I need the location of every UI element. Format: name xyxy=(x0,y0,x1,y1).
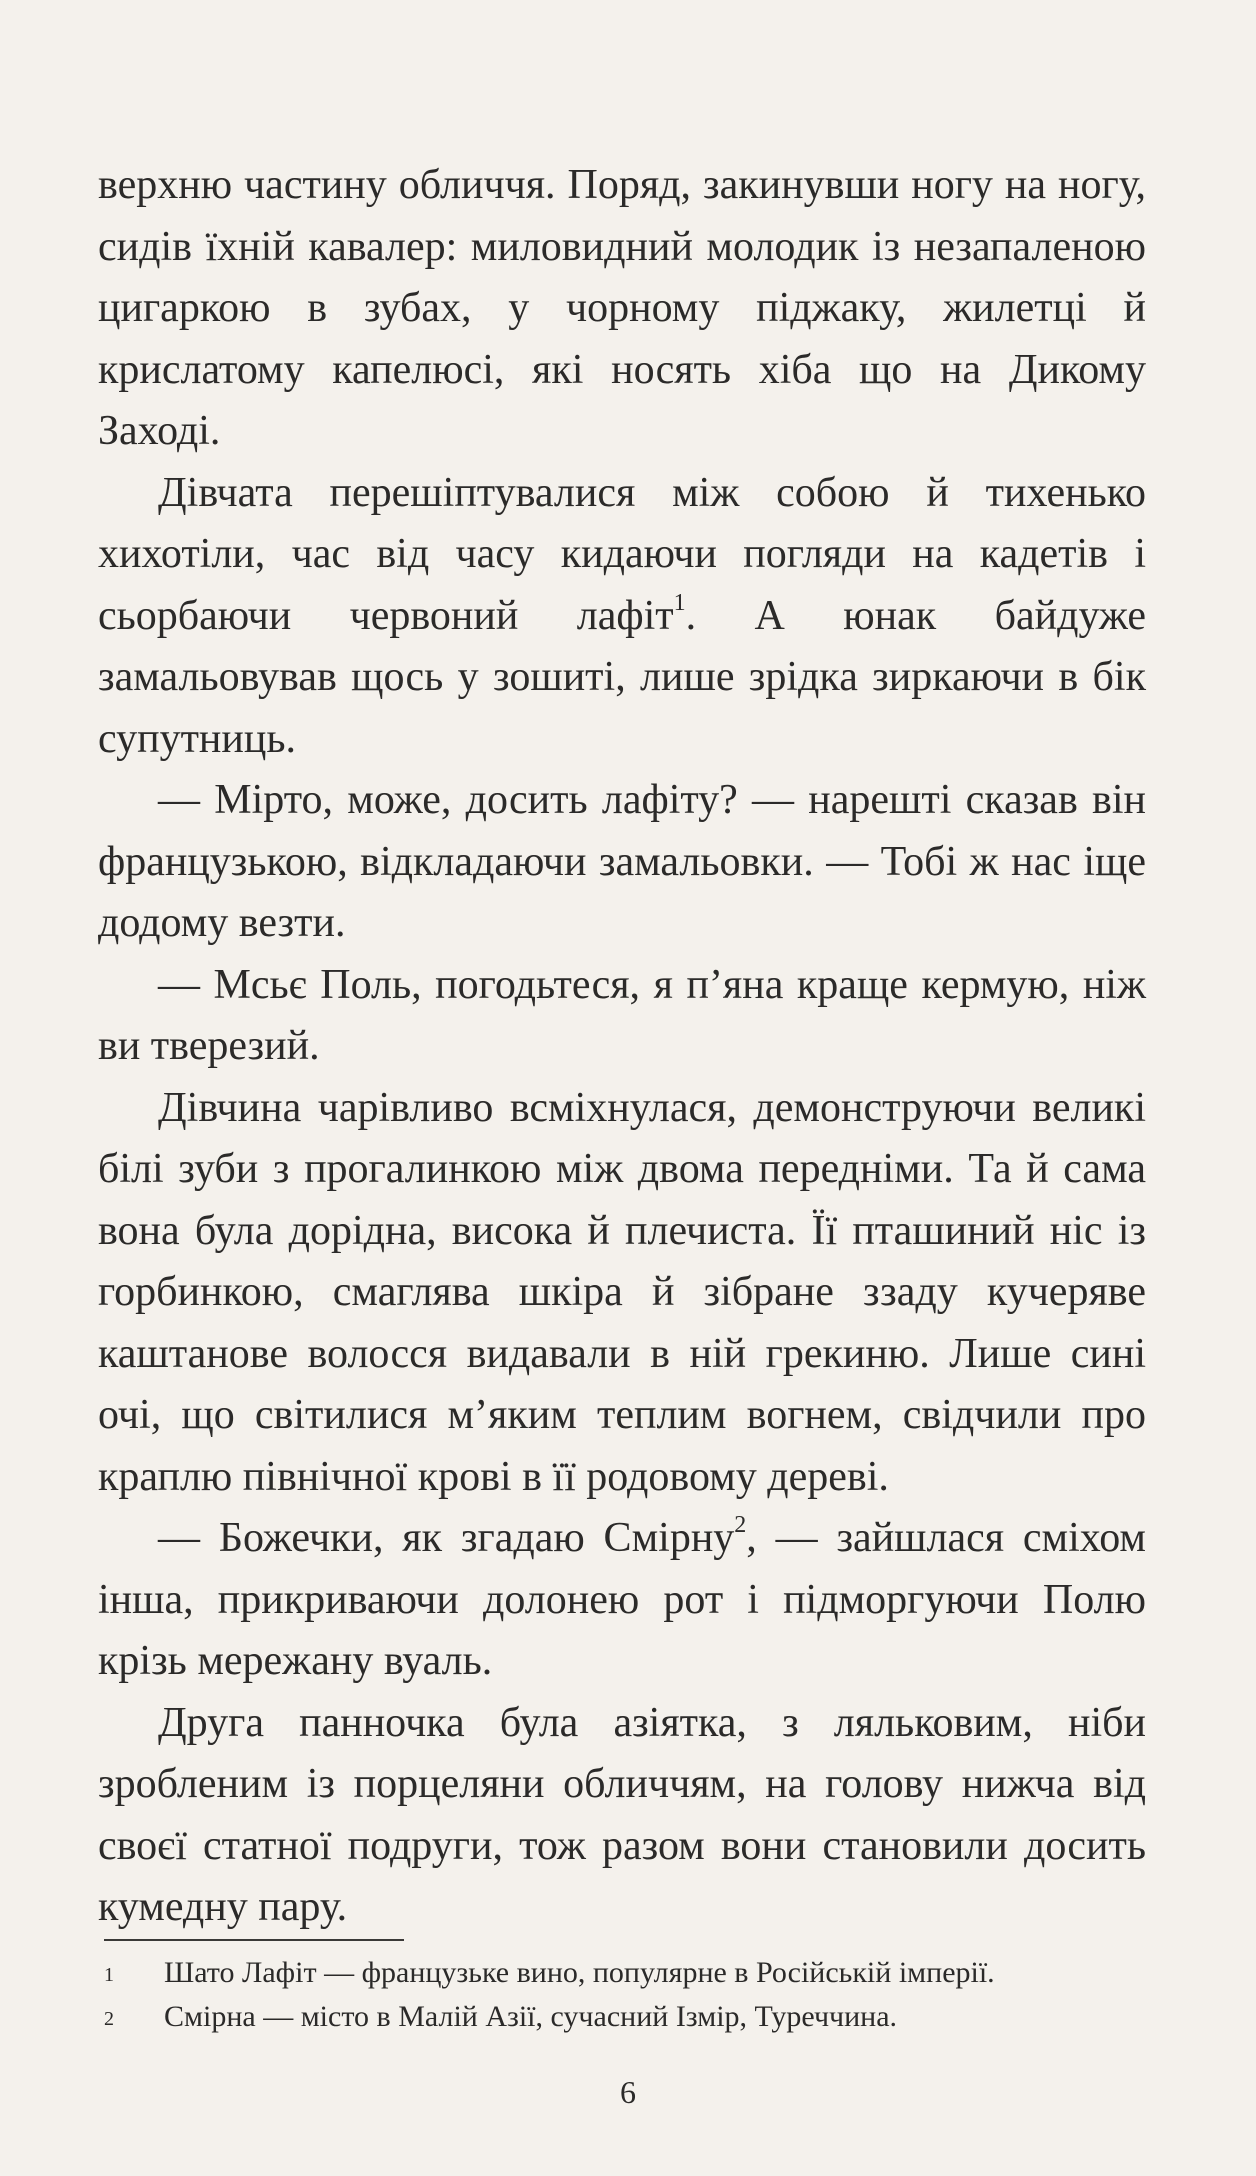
paragraph xyxy=(98,1508,1146,1693)
footnote-number: 1 xyxy=(104,1964,114,1986)
paragraph-text: — Божечки, як згадаю Смірну xyxy=(158,1515,735,1561)
footnote-text: Смірна — місто в Малій Азії, сучасний Ізмір, Туреччина. xyxy=(164,2000,898,2033)
paragraph-text: , — зайшлася сміхом інша, прикриваючи долонею рот і підморгуючи Полю крізь мережану вуаль. xyxy=(98,1515,1146,1684)
body-text xyxy=(98,155,1146,1939)
paragraph-text: . А юнак байдуже замальовував щось у зошиті, лише зрідка зиркаючи в бік супутниць. xyxy=(98,592,1147,762)
footnotes xyxy=(104,1952,1164,2040)
paragraph: Друга панночка була азіятка, з ляльковим, ніби зробленим із порцеляни обличчям, на голову нижча від своєї статної подруги, тож разом вони становили досить кумедну пару. xyxy=(98,1699,1146,1930)
paragraph: — Мсьє Поль, погодьтеся, я п’яна краще кермую, ніж ви тверезий. xyxy=(98,961,1146,1069)
paragraph xyxy=(98,463,1146,771)
page-number: 6 xyxy=(620,2074,636,2110)
footnote xyxy=(104,1996,1164,2040)
paragraph: — Мірто, може, досить лафіту? — нарешті сказав він французькою, відкладаючи замальовки. — Тобі ж нас іще додому везти. xyxy=(98,777,1146,946)
footnote xyxy=(104,1952,1164,1996)
footnote-text: Шато Лафіт — французьке вино, популярне в Російській імперії. xyxy=(164,1956,995,1989)
footnote-ref: 2 xyxy=(734,1512,747,1538)
footnote-divider xyxy=(104,1939,404,1941)
paragraph: Дівчина чарівливо всміхнулася, демонструючи великі білі зуби з прогалинкою між двома передніми. Та й сама вона була дорідна, висока й плечиста. Її пташиний ніс із горбинкою, смаглява шкіра й зібране ззаду кучеряве каштанове волосся видавали в ній грекиню. Лише сині очі, що світилися м’яким теплим вогнем, свідчили про краплю північної крові в її родовому дереві. xyxy=(98,1084,1146,1500)
paragraph-text: Дівчата перешіптувалися між собою й тихенько хихотіли, час від часу кидаючи погляди на кадетів і сьорбаючи червоний лафіт xyxy=(98,469,1146,639)
footnote-number: 2 xyxy=(104,2008,114,2030)
paragraph: верхню частину обличчя. Поряд, закинувши ногу на ногу, сидів їхній кавалер: миловидний молодик із незапаленою цигаркою в зубах, у чорному піджаку, жилетці й крислатому капелюсі, які носять хіба що на Дикому Заході. xyxy=(98,162,1146,454)
footnote-ref: 1 xyxy=(673,589,686,616)
